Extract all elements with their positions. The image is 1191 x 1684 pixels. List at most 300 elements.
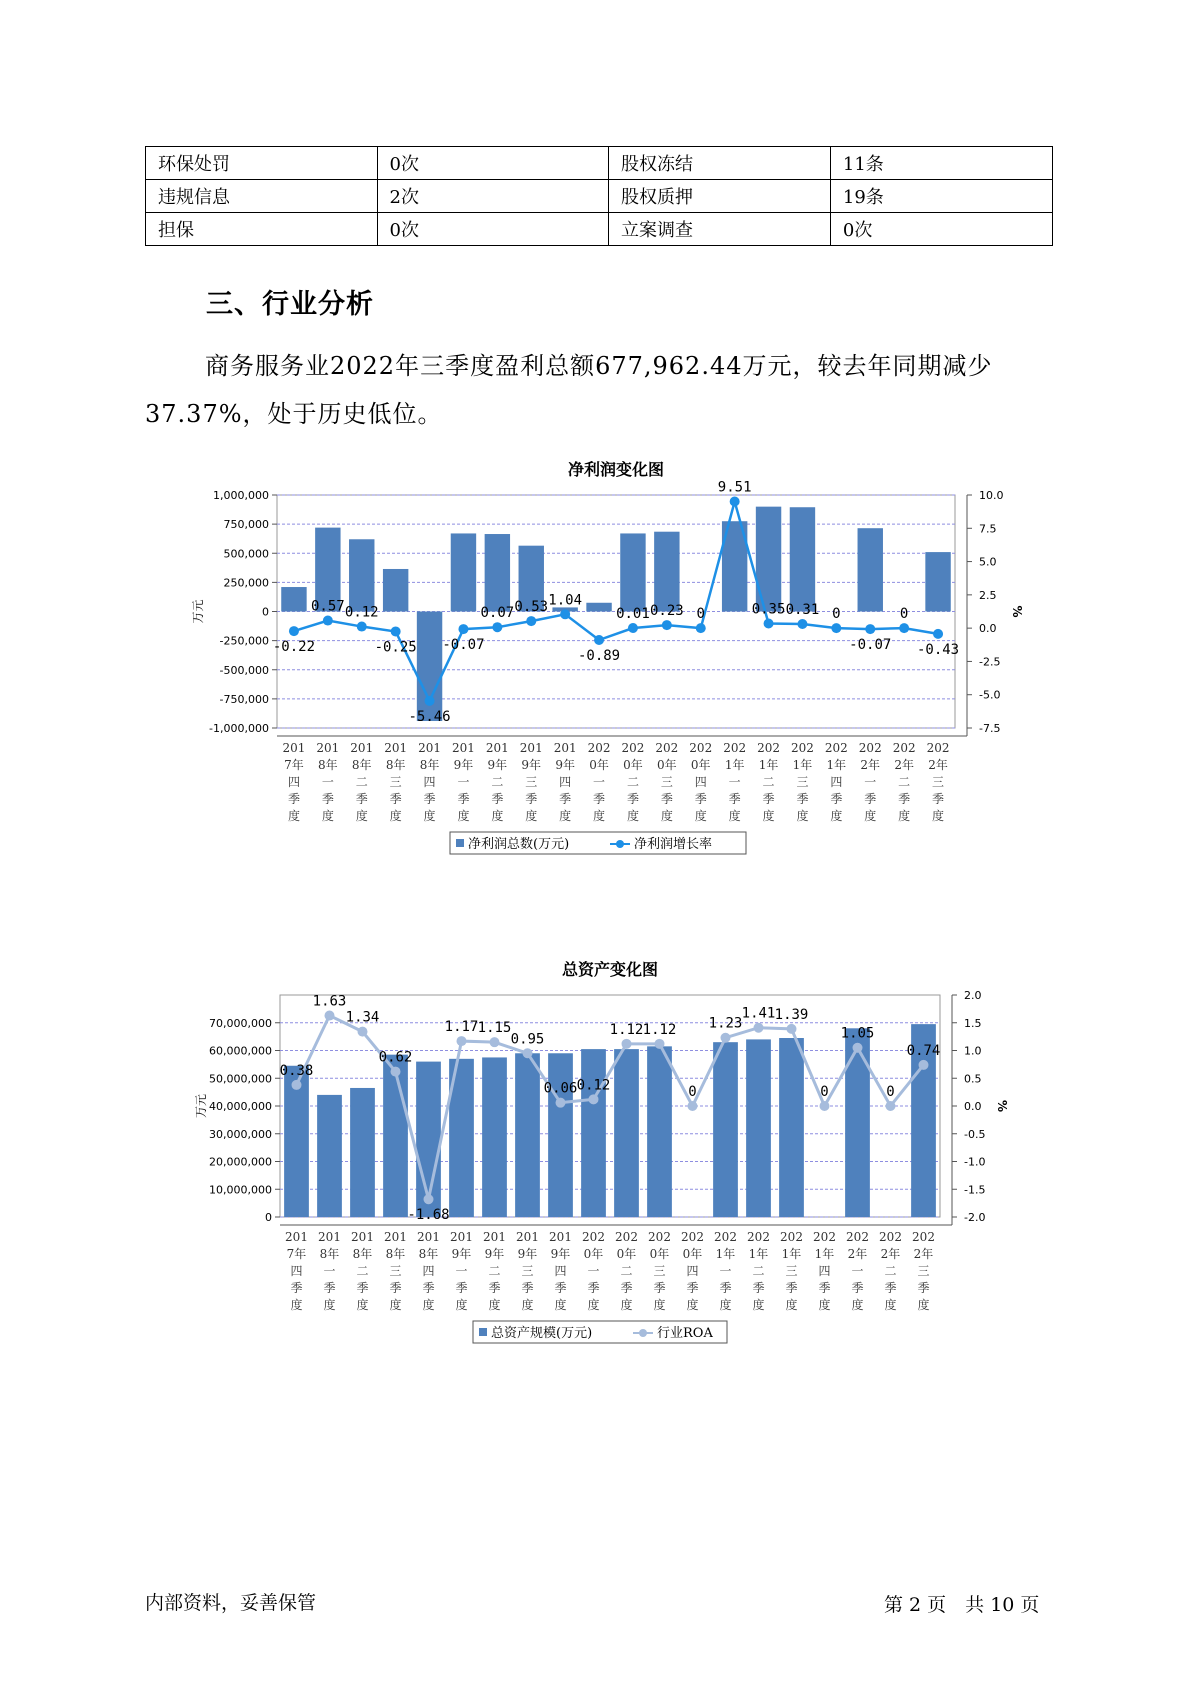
line-point	[721, 1033, 731, 1043]
x-tick-label-part: 202	[912, 1230, 935, 1244]
x-tick-label-part: 2年	[894, 758, 914, 772]
x-tick-label-part: 季	[525, 792, 538, 806]
x-tick-label-part: 度	[626, 809, 639, 823]
y-tick-label: 1,000,000	[213, 489, 269, 502]
x-tick-label-part: 202	[621, 741, 645, 755]
x-tick-label-part: 一	[455, 1264, 468, 1278]
x-tick-label-part: 201	[285, 1230, 308, 1244]
data-label: 0.74	[906, 1042, 941, 1059]
x-tick-label-part: 季	[389, 792, 402, 806]
table-row	[146, 147, 1053, 180]
x-tick-label	[813, 1230, 836, 1312]
line-point	[594, 635, 604, 645]
legend-line-label: 行业ROA	[657, 1326, 713, 1341]
x-tick-label-part: 202	[813, 1230, 836, 1244]
x-tick-label-part: 三	[525, 775, 538, 789]
data-label: 9.51	[717, 479, 752, 496]
line-point	[526, 616, 536, 626]
x-tick-label-part: 度	[423, 809, 436, 823]
x-tick-label-part: 度	[323, 1298, 336, 1312]
data-label: 1.41	[741, 1005, 776, 1022]
bar	[548, 1053, 573, 1217]
x-tick-label-part: 201	[553, 741, 577, 755]
x-tick-label-part: 季	[355, 792, 368, 806]
legend-line-label: 净利润增长率	[634, 837, 713, 852]
x-tick-label	[417, 1230, 440, 1312]
x-tick-label-part: 度	[593, 809, 606, 823]
x-tick-label-part: 1年	[792, 758, 813, 772]
table-cell: 立案调查	[609, 213, 831, 246]
x-tick-label-part: 度	[457, 809, 470, 823]
x-tick-label	[757, 741, 780, 823]
x-tick-label-part: 9年	[484, 1247, 505, 1261]
x-tick-label-part: 度	[864, 809, 877, 823]
table-row	[146, 213, 1053, 246]
legend-line-dot	[639, 1329, 647, 1337]
x-tick-label-part: 度	[752, 1298, 765, 1312]
data-label: 0.12	[576, 1077, 611, 1094]
y2-tick-label: 2.5	[979, 588, 997, 602]
x-tick-label-part: 季	[752, 1281, 765, 1295]
table-cell: 股权冻结	[609, 147, 831, 180]
line-point	[919, 1060, 929, 1070]
x-tick-label-part: 度	[728, 809, 741, 823]
x-tick-label-part: 季	[290, 1281, 303, 1295]
bar	[654, 532, 679, 612]
line-point	[662, 620, 672, 630]
y2-tick-label: 0.0	[979, 622, 997, 636]
line-point	[391, 1067, 401, 1077]
x-tick-label-part: 季	[423, 792, 436, 806]
x-tick-label-part: 二	[356, 1264, 369, 1278]
x-tick-label-part: 8年	[319, 1247, 340, 1261]
y-tick-label: 30,000,000	[209, 1127, 272, 1141]
x-tick-label	[791, 741, 814, 823]
x-tick-label	[747, 1230, 770, 1312]
x-tick-label-part: 201	[450, 1230, 473, 1244]
x-tick-label-part: 三	[917, 1264, 930, 1278]
x-tick-label-part: 202	[615, 1230, 638, 1244]
x-tick-label	[549, 1230, 572, 1312]
x-tick-label	[879, 1230, 902, 1312]
x-tick-label-part: 一	[323, 1264, 336, 1278]
x-tick-label-part: 度	[620, 1298, 633, 1312]
x-tick-label-part: 季	[686, 1281, 699, 1295]
data-label: 0.62	[378, 1049, 413, 1066]
x-tick-label-part: 二	[620, 1264, 633, 1278]
data-label: 1.34	[345, 1009, 380, 1026]
x-tick-label-part: 度	[321, 809, 334, 823]
line-point	[831, 623, 841, 633]
x-tick-label-part: 二	[898, 775, 911, 789]
x-tick-label-part: 2年	[847, 1247, 868, 1261]
line-point	[289, 626, 299, 636]
data-label: -1.68	[407, 1207, 450, 1224]
x-tick-label-part: 度	[884, 1298, 897, 1312]
line-point	[560, 609, 570, 619]
x-tick-label-part: 季	[321, 792, 334, 806]
y2-tick-label: -1.5	[964, 1183, 986, 1197]
x-tick-label-part: 季	[898, 792, 911, 806]
line-point	[490, 1037, 500, 1047]
x-tick-label-part: 1年	[826, 758, 847, 772]
x-tick-label	[859, 741, 882, 823]
x-tick-label-part: 201	[519, 741, 543, 755]
data-label: -0.07	[849, 637, 892, 654]
data-label: 1.05	[840, 1025, 875, 1042]
bar	[746, 1039, 771, 1217]
bar	[858, 528, 883, 611]
x-tick-label-part: 201	[483, 1230, 506, 1244]
x-tick-label-part: 二	[626, 775, 639, 789]
x-tick-label-part: 季	[356, 1281, 369, 1295]
footer-note: 内部资料，妥善保管	[145, 1592, 317, 1614]
x-tick-label-part: 季	[884, 1281, 897, 1295]
line-point	[787, 1024, 797, 1034]
data-label: 0.07	[480, 605, 515, 622]
line-point	[730, 497, 740, 507]
bar	[614, 1049, 639, 1217]
table-row	[146, 180, 1053, 213]
y-tick-label: -750,000	[219, 692, 269, 706]
x-tick-label-part: 季	[587, 1281, 600, 1295]
y2-axis-label: %	[1010, 605, 1024, 618]
x-tick-label-part: 201	[418, 741, 442, 755]
x-tick-label	[554, 741, 577, 823]
data-label: 1.39	[774, 1006, 809, 1023]
x-tick-label-part: 四	[694, 775, 707, 789]
x-tick-label-part: 季	[719, 1281, 732, 1295]
line-point	[391, 626, 401, 636]
y2-tick-label: 2.0	[964, 989, 982, 1002]
data-label: 0.01	[616, 606, 650, 623]
y2-axis-label: %	[995, 1099, 1009, 1113]
x-tick-label	[893, 741, 916, 823]
x-tick-label	[384, 1230, 407, 1312]
bar	[515, 1053, 540, 1217]
x-tick-label	[418, 741, 441, 823]
x-tick-label-part: 度	[830, 809, 843, 823]
x-tick-label-part: 8年	[385, 758, 406, 772]
x-tick-label-part: 季	[488, 1281, 501, 1295]
x-tick-label	[285, 1230, 308, 1312]
x-tick-label	[351, 1230, 374, 1312]
x-tick-label-part: 度	[898, 809, 911, 823]
x-tick-label	[615, 1230, 638, 1312]
x-tick-label-part: 季	[389, 1281, 402, 1295]
bar	[383, 1055, 408, 1217]
data-label: -0.89	[577, 647, 621, 664]
line-point	[425, 696, 435, 706]
x-tick-label	[316, 741, 339, 823]
x-tick-label-part: 度	[686, 1298, 699, 1312]
x-tick-label-part: 二	[884, 1264, 897, 1278]
x-tick-label	[780, 1230, 803, 1312]
y-tick-label: 0	[265, 1211, 272, 1224]
x-tick-label-part: 202	[780, 1230, 803, 1244]
x-tick-label	[648, 1230, 671, 1312]
bar	[383, 569, 408, 612]
x-tick-label-part: 2年	[880, 1247, 901, 1261]
x-tick-label-part: 一	[864, 775, 877, 789]
x-tick-label-part: 季	[653, 1281, 666, 1295]
line-point	[323, 616, 333, 626]
x-tick-label-part: 202	[790, 741, 814, 755]
y-tick-label: 50,000,000	[209, 1072, 272, 1086]
x-tick-label	[846, 1230, 869, 1312]
x-tick-label-part: 202	[892, 741, 916, 755]
table-cell: 环保处罚	[146, 147, 378, 180]
x-tick-label-part: 四	[290, 1264, 303, 1278]
data-label: 0.38	[279, 1062, 314, 1079]
x-tick-label-part: 度	[355, 809, 368, 823]
table-cell: 2次	[377, 180, 609, 213]
net-profit-chart	[180, 455, 1024, 915]
line-point	[357, 622, 367, 632]
bar	[482, 1057, 507, 1217]
y-tick-label: 70,000,000	[209, 1016, 272, 1030]
data-label: 0.23	[649, 603, 684, 620]
data-label: -0.43	[916, 641, 960, 658]
y2-tick-label: -2.5	[979, 655, 1001, 669]
data-label: 0	[688, 1084, 697, 1100]
data-label: 0	[696, 606, 705, 623]
y2-tick-label: 0.5	[964, 1072, 982, 1086]
x-tick-label	[927, 741, 950, 823]
x-tick-label-part: 一	[851, 1264, 864, 1278]
x-tick-label-part: 一	[457, 775, 470, 789]
line-point	[457, 1036, 467, 1046]
x-tick-label-part: 202	[723, 741, 747, 755]
x-tick-label-part: 9年	[451, 1247, 472, 1261]
table-cell: 股权质押	[609, 180, 831, 213]
data-label: 1.15	[477, 1020, 512, 1037]
x-tick-label-part: 二	[762, 775, 775, 789]
x-tick-label-part: 度	[554, 1298, 567, 1312]
x-tick-label-part: 季	[762, 792, 775, 806]
bar	[586, 603, 611, 612]
x-tick-label-part: 度	[818, 1298, 831, 1312]
x-tick-label-part: 0年	[616, 1247, 637, 1261]
y-axis-label: 万元	[191, 599, 205, 624]
bar	[451, 533, 476, 611]
table-cell: 19条	[830, 180, 1052, 213]
x-tick-label-part: 季	[785, 1281, 798, 1295]
line-point	[899, 623, 909, 633]
x-tick-label-part: 度	[488, 1298, 501, 1312]
x-tick-label-part: 四	[422, 1264, 435, 1278]
table-cell: 0次	[377, 213, 609, 246]
risk-info-table	[145, 146, 1053, 246]
line-point	[797, 619, 807, 629]
x-tick-label-part: 2年	[928, 758, 948, 772]
y2-tick-label: 1.5	[964, 1016, 982, 1030]
x-tick-label-part: 8年	[419, 758, 440, 772]
data-label: 1.23	[708, 1015, 743, 1032]
x-tick-label-part: 三	[932, 775, 945, 789]
x-tick-label-part: 201	[549, 1230, 572, 1244]
x-tick-label-part: 度	[587, 1298, 600, 1312]
x-tick-label	[714, 1230, 737, 1312]
x-tick-label-part: 度	[521, 1298, 534, 1312]
x-tick-label-part: 201	[417, 1230, 440, 1244]
data-label: 0	[886, 1084, 895, 1100]
x-tick-label-part: 度	[785, 1298, 798, 1312]
data-label: 1.63	[312, 993, 347, 1010]
x-tick-label-part: 202	[689, 741, 713, 755]
data-label: -5.46	[408, 708, 451, 725]
x-tick-label-part: 度	[851, 1298, 864, 1312]
x-tick-label-part: 8年	[385, 1247, 406, 1261]
x-tick-label-part: 9年	[555, 758, 575, 772]
x-tick-label-part: 1年	[814, 1247, 835, 1261]
x-tick-label-part: 二	[752, 1264, 765, 1278]
x-tick-label-part: 季	[457, 792, 470, 806]
bar	[779, 1038, 804, 1217]
y-tick-label: 750,000	[223, 518, 269, 532]
y2-tick-label: -0.5	[964, 1127, 986, 1141]
y-tick-label: -1,000,000	[209, 722, 269, 735]
x-tick-label-part: 四	[554, 1264, 567, 1278]
x-tick-label-part: 度	[559, 809, 572, 823]
x-tick-label-part: 9年	[487, 758, 508, 772]
x-tick-label-part: 1年	[715, 1247, 736, 1261]
x-tick-label-part: 202	[846, 1230, 869, 1244]
data-label: 0.06	[543, 1080, 578, 1097]
x-tick-label-part: 202	[655, 741, 679, 755]
table-cell: 违规信息	[146, 180, 378, 213]
x-tick-label-part: 度	[796, 809, 809, 823]
x-tick-label-part: 0年	[657, 758, 677, 772]
data-label: 0.53	[514, 599, 549, 616]
x-tick-label-part: 1年	[781, 1247, 802, 1261]
x-tick-label-part: 7年	[284, 758, 304, 772]
table-cell: 0次	[377, 147, 609, 180]
net-profit-chart-svg	[180, 455, 1024, 915]
data-label: 0	[899, 606, 909, 623]
bar	[485, 534, 510, 611]
x-tick-label-part: 度	[525, 809, 538, 823]
x-tick-label-part: 季	[422, 1281, 435, 1295]
legend-bar-swatch	[479, 1328, 487, 1336]
line-point	[458, 624, 468, 634]
x-tick-label-part: 季	[455, 1281, 468, 1295]
x-tick-label-part: 202	[926, 741, 950, 755]
line-point	[622, 1039, 632, 1049]
y-tick-label: 20,000,000	[209, 1155, 272, 1169]
line-point	[820, 1101, 830, 1111]
x-tick-label-part: 201	[516, 1230, 539, 1244]
x-tick-label-part: 202	[824, 741, 848, 755]
line-point	[655, 1039, 665, 1049]
x-tick-label-part: 9年	[521, 758, 542, 772]
y-tick-label: -250,000	[219, 634, 269, 648]
data-label: 0.12	[344, 604, 379, 621]
x-tick-label-part: 度	[653, 1298, 666, 1312]
x-tick-label-part: 0年	[583, 1247, 604, 1261]
x-tick-label-part: 8年	[352, 1247, 373, 1261]
line-point	[886, 1101, 896, 1111]
x-tick-label-part: 三	[653, 1264, 666, 1278]
x-tick-label	[621, 741, 644, 823]
x-tick-label-part: 四	[423, 775, 436, 789]
line-point	[764, 618, 774, 628]
bar	[647, 1046, 672, 1217]
bar	[925, 552, 950, 611]
x-tick-label	[483, 1230, 506, 1312]
x-tick-label-part: 8年	[418, 1247, 439, 1261]
x-tick-label-part: 201	[384, 741, 408, 755]
x-tick-label-part: 度	[287, 809, 300, 823]
x-tick-label-part: 度	[917, 1298, 930, 1312]
line-point	[523, 1048, 533, 1058]
line-point	[933, 629, 943, 639]
chart-title: 总资产变化图	[561, 960, 659, 979]
x-tick-label-part: 202	[587, 741, 611, 755]
x-tick-label-part: 一	[728, 775, 741, 789]
section-title: 三、行业分析	[206, 289, 374, 320]
x-tick-label	[582, 1230, 605, 1312]
x-tick-label-part: 季	[796, 792, 809, 806]
x-tick-label-part: 三	[389, 1264, 402, 1278]
data-label: 0.95	[510, 1031, 545, 1048]
page-number: 第 2 页 共 10 页	[884, 1594, 1040, 1616]
x-tick-label-part: 四	[818, 1264, 831, 1278]
x-tick-label-part: 7年	[286, 1247, 307, 1261]
data-label: 1.12	[642, 1021, 677, 1038]
x-tick-label-part: 二	[491, 775, 504, 789]
y2-tick-label: 10.0	[979, 489, 1004, 502]
x-tick-label-part: 9年	[517, 1247, 538, 1261]
x-tick-label-part: 度	[356, 1298, 369, 1312]
x-tick-label-part: 季	[830, 792, 843, 806]
x-tick-label-part: 0年	[623, 758, 643, 772]
x-tick-label-part: 2年	[860, 758, 881, 772]
y2-tick-label: 7.5	[979, 522, 997, 536]
x-tick-label	[384, 741, 407, 823]
data-label: -0.07	[442, 637, 485, 654]
y2-tick-label: -2.0	[964, 1211, 986, 1224]
x-tick-label-part: 202	[879, 1230, 902, 1244]
line-point	[853, 1043, 863, 1053]
legend-bar-label: 总资产规模(万元)	[491, 1326, 593, 1341]
x-tick-label-part: 201	[350, 741, 374, 755]
data-label: 1.12	[609, 1021, 644, 1038]
x-tick-label-part: 201	[485, 741, 509, 755]
table-cell: 担保	[146, 213, 378, 246]
x-tick-label-part: 8年	[318, 758, 338, 772]
y-tick-label: -500,000	[219, 663, 269, 677]
x-tick-label-part: 度	[762, 809, 775, 823]
x-tick-label-part: 一	[719, 1264, 732, 1278]
total-assets-chart	[180, 955, 1009, 1415]
x-tick-label	[825, 741, 848, 823]
x-tick-label-part: 202	[714, 1230, 737, 1244]
x-tick-label	[318, 1230, 341, 1312]
x-tick-label	[516, 1230, 539, 1312]
y2-tick-label: 0.0	[964, 1100, 982, 1113]
x-tick-label-part: 季	[554, 1281, 567, 1295]
line-point	[358, 1027, 368, 1037]
x-tick-label-part: 202	[757, 741, 781, 755]
x-tick-label-part: 三	[796, 775, 809, 789]
x-tick-label-part: 度	[290, 1298, 303, 1312]
x-tick-label-part: 季	[287, 792, 300, 806]
y2-tick-label: -5.0	[979, 688, 1001, 702]
x-tick-label-part: 季	[521, 1281, 534, 1295]
x-tick-label-part: 9年	[550, 1247, 571, 1261]
line-point	[696, 623, 706, 633]
